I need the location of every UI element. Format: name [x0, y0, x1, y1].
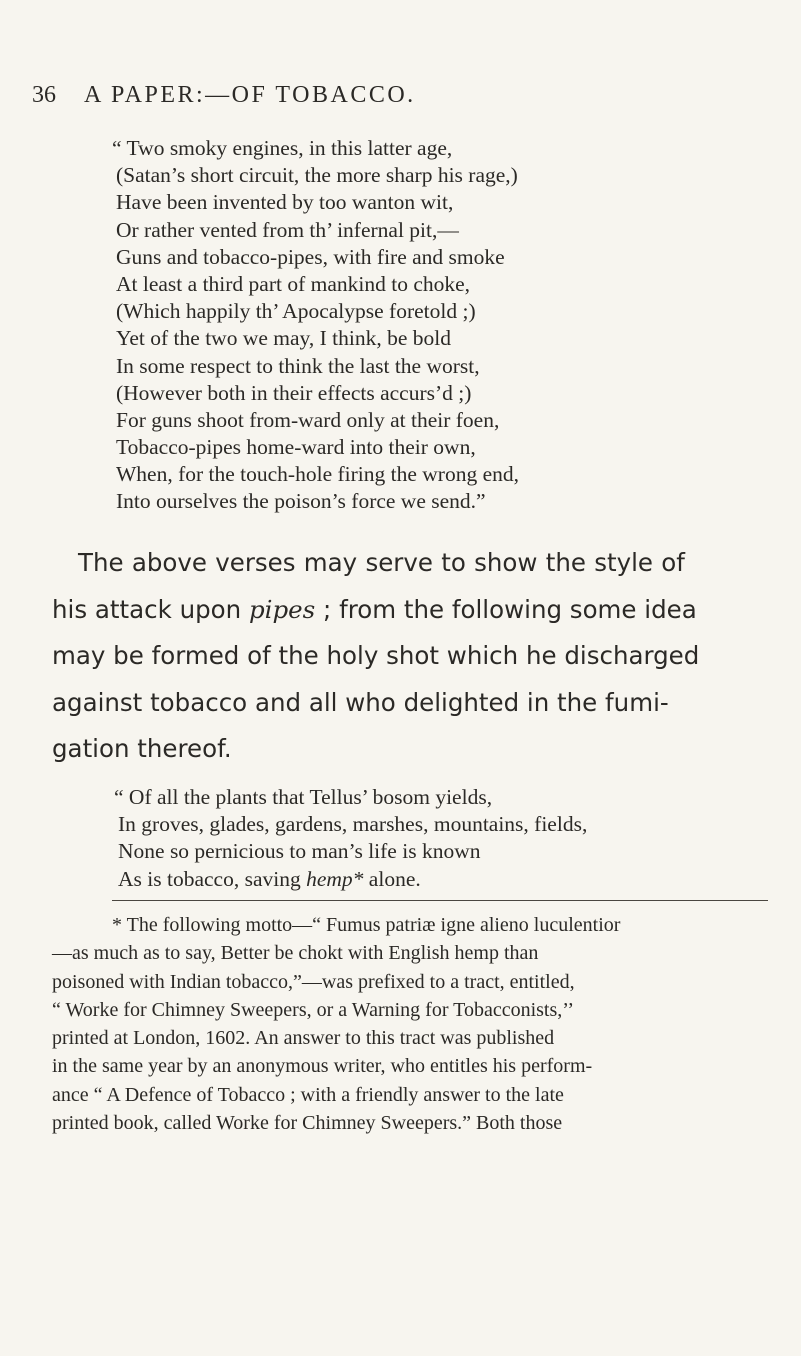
verse-line: Into ourselves the poison’s force we send.” — [116, 489, 486, 514]
page-number: 36 — [32, 82, 56, 108]
verse-line: Yet of the two we may, I think, be bold — [116, 326, 452, 351]
prose-text: ; from the following some idea — [315, 594, 697, 624]
verse-line: (Satan’s short circuit, the more sharp his rage,) — [116, 163, 518, 188]
footnote — [52, 911, 772, 1137]
verse-line: Or rather vented from th’ infernal pit,— — [116, 217, 459, 242]
verse-text: alone. — [363, 866, 421, 891]
verse-text: As is tobacco, saving — [118, 866, 307, 891]
prose-line: may be formed of the holy shot which he discharged — [52, 641, 700, 670]
verse-block-smoky-engines — [112, 135, 519, 516]
footnote-divider — [112, 900, 768, 901]
prose-line — [52, 587, 772, 634]
prose-line: gation thereof. — [52, 734, 232, 763]
footnote-line: —as much as to say, Better be chokt with English hemp than — [52, 942, 539, 965]
prose-line: The above verses may serve to show the style of — [78, 548, 685, 577]
verse-line: Tobacco-pipes home-ward into their own, — [116, 435, 476, 460]
prose-paragraph — [52, 540, 772, 773]
verse-line: At least a third part of mankind to choke, — [116, 271, 471, 296]
verse-line: Guns and tobacco-pipes, with fire and smoke — [116, 244, 505, 269]
verse-line: “ Two smoky engines, in this latter age, — [112, 136, 453, 160]
verse-line: When, for the touch-hole firing the wrong end, — [116, 462, 519, 487]
verse-line: In groves, glades, gardens, marshes, mountains, fields, — [118, 812, 588, 837]
footnote-line: ance “ A Defence of Tobacco ; with a friendly answer to the late — [52, 1083, 564, 1106]
footnote-line: printed book, called Worke for Chimney Sweepers.” Both those — [52, 1112, 563, 1135]
prose-emphasis: pipes — [248, 594, 316, 624]
prose-text: his attack upon — [52, 594, 249, 624]
prose-line: against tobacco and all who delighted in the fumi- — [52, 687, 669, 717]
verse-block-tellus — [114, 784, 587, 893]
footnote-reference[interactable]: hemp* — [306, 866, 364, 891]
footnote-line: * The following motto—“ Fumus patriæ igne alieno luculentior — [112, 914, 621, 936]
footnote-line: poisoned with Indian tobacco,”—was prefixed to a tract, entitled, — [52, 970, 575, 993]
footnote-line: in the same year by an anonymous writer, who entitles his perform- — [52, 1055, 593, 1078]
verse-line: (However both in their effects accurs’d ;) — [116, 380, 472, 405]
verse-line: “ Of all the plants that Tellus’ bosom yields, — [114, 785, 493, 809]
verse-line: Have been invented by too wanton wit, — [116, 190, 454, 215]
page-header — [32, 82, 761, 116]
verse-line: In some respect to think the last the worst, — [116, 353, 480, 378]
verse-line: (Which happily th’ Apocalypse foretold ;) — [116, 299, 476, 324]
running-head: A PAPER:—OF TOBACCO. — [84, 82, 416, 108]
verse-line: For guns shoot from-ward only at their foen, — [116, 407, 500, 432]
verse-line: None so pernicious to man’s life is known — [118, 839, 481, 864]
footnote-line: “ Worke for Chimney Sweepers, or a Warning for Tobacconists,’’ — [52, 998, 575, 1021]
footnote-line: printed at London, 1602. An answer to this tract was published — [52, 1027, 555, 1050]
verse-line — [114, 866, 587, 893]
